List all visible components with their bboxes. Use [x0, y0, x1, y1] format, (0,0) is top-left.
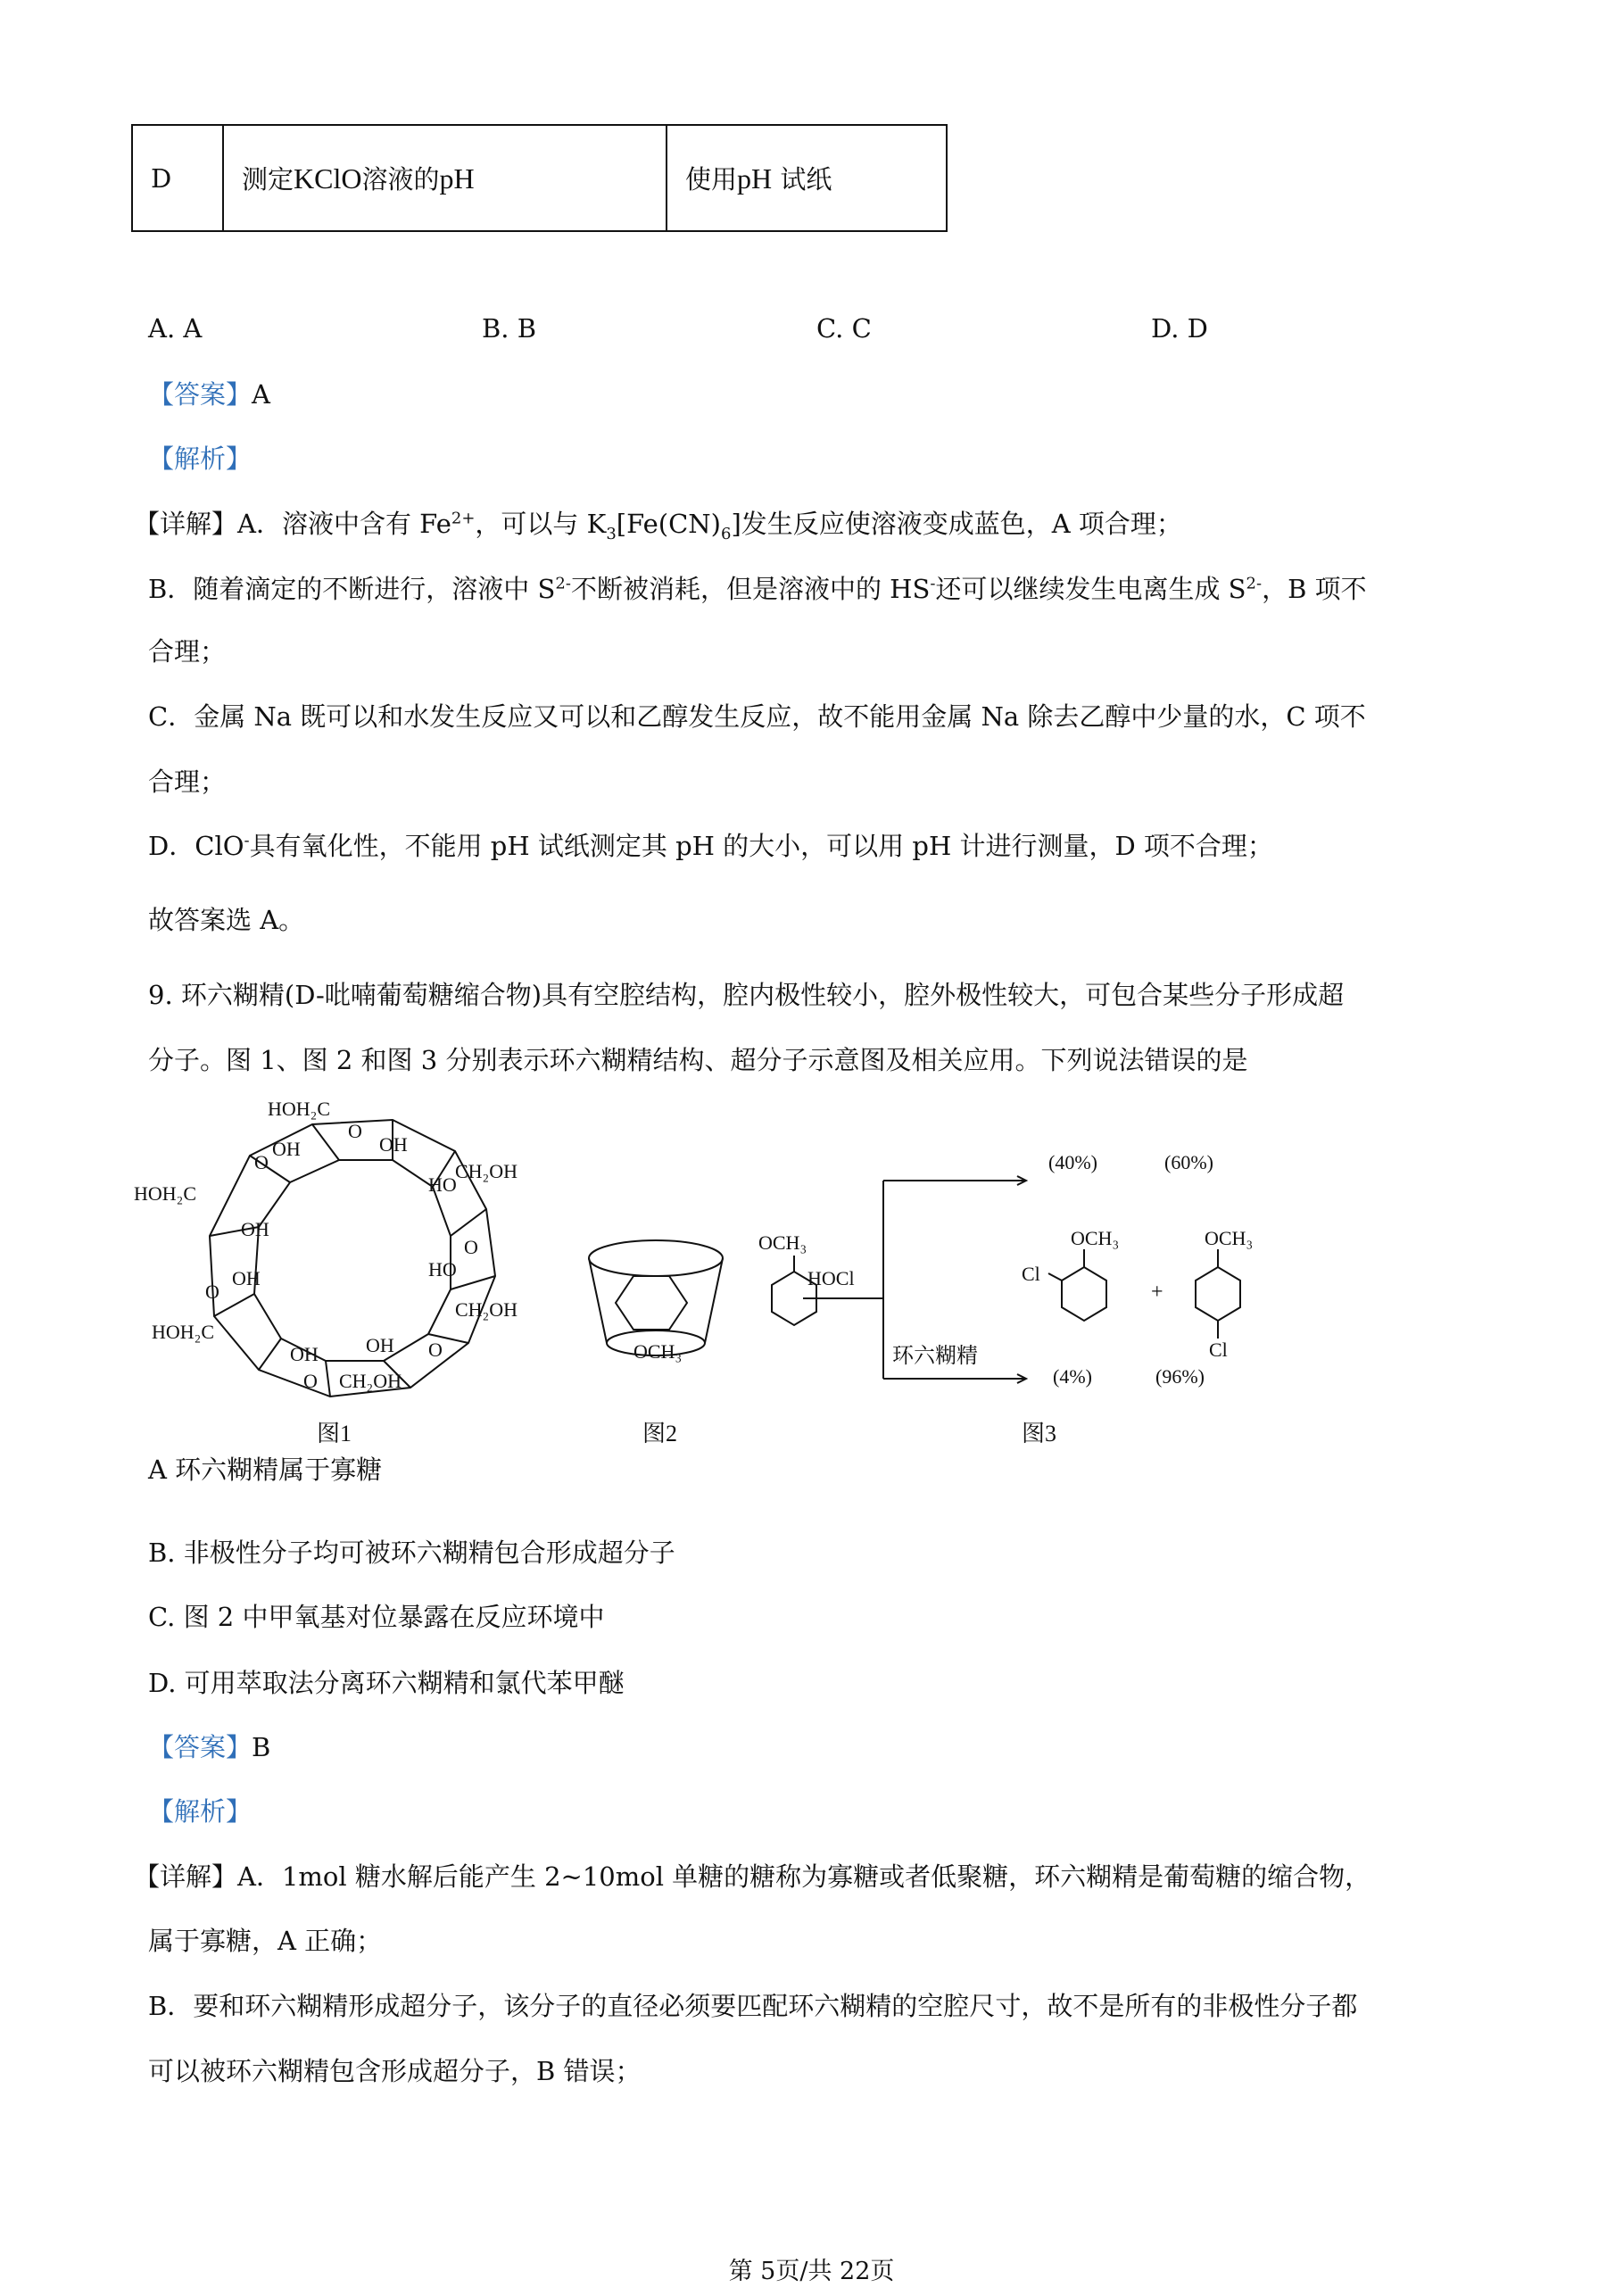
- table-row: [132, 125, 947, 231]
- svg-text:HOH₂C: HOH₂C: [134, 1182, 197, 1205]
- q9-option-c: C. 图 2 中甲氧基对位暴露在反应环境中: [148, 1602, 605, 1632]
- experiment-cell: 测定KClO溶液的pH: [223, 125, 667, 231]
- svg-text:HOH₂C: HOH₂C: [268, 1098, 331, 1120]
- svg-text:CH₂OH: CH₂OH: [339, 1370, 402, 1392]
- svg-text:(96%): (96%): [1155, 1365, 1205, 1388]
- plus-sign: +: [1151, 1281, 1163, 1304]
- q8-detail-c1: C．金属 Na 既可以和水发生反应又可以和乙醇发生反应，故不能用金属 Na 除去乙醇中少量的水，C 项不: [148, 701, 1366, 732]
- svg-text:CH₂OH: CH₂OH: [455, 1298, 518, 1321]
- svg-text:OH: OH: [290, 1343, 319, 1365]
- svg-text:(60%): (60%): [1164, 1151, 1213, 1173]
- q9-option-a: A 环六糊精属于寡糖: [148, 1455, 383, 1485]
- q8-detail-c2: 合理；: [148, 767, 227, 797]
- svg-text:O: O: [303, 1370, 318, 1392]
- svg-text:OH: OH: [272, 1138, 301, 1160]
- q9-stem-line2: 分子。图 1、图 2 和图 3 分别表示环六糊精结构、超分子示意图及相关应用。下列说法错误的是: [148, 1045, 1248, 1075]
- q9-analysis-tag: 【解析】: [148, 1796, 253, 1827]
- svg-text:OH: OH: [241, 1218, 269, 1240]
- q9-detail-line2: 属于寡糖，A 正确；: [148, 1926, 383, 1956]
- svg-text:(4%): (4%): [1053, 1365, 1092, 1388]
- q9-detail-line4: 可以被环六糊精包含形成超分子，B 错误；: [148, 2056, 642, 2086]
- q9-detail-line3: B．要和环六糊精形成超分子，该分子的直径必须要匹配环六糊精的空腔尺寸，故不是所有的非极性分子都: [148, 1991, 1358, 2021]
- svg-text:HO: HO: [428, 1258, 457, 1281]
- q9-answer: 【答案】B: [148, 1732, 271, 1762]
- reagent-label: HOCl: [807, 1267, 855, 1289]
- q9-option-b: B. 非极性分子均可被环六糊精包合形成超分子: [148, 1538, 675, 1568]
- svg-text:OH: OH: [366, 1334, 394, 1356]
- svg-text:Cl: Cl: [1022, 1263, 1040, 1285]
- q9-stem-line1: 9. 环六糊精(D-吡喃葡萄糖缩合物)具有空腔结构，腔内极性较小，腔外极性较大，可包合某些分子形成超: [148, 980, 1345, 1010]
- q8-analysis-tag: 【解析】: [148, 443, 253, 474]
- row-label: D: [132, 125, 223, 231]
- fig3-caption: 图3: [1022, 1421, 1057, 1446]
- q8-conclusion: 故答案选 A。: [148, 905, 305, 935]
- svg-text:OH: OH: [379, 1133, 408, 1156]
- choice-a: A. A: [148, 313, 203, 344]
- ortho-chloroanisole: [1048, 1249, 1106, 1321]
- q9-option-d: D. 可用萃取法分离环六糊精和氯代苯甲醚: [148, 1668, 625, 1698]
- fig1-caption: 图1: [317, 1421, 352, 1446]
- svg-text:HO: HO: [428, 1173, 457, 1196]
- q8-detail-b1: B．随着滴定的不断进行，溶液中 $S^{2-}$不断被消耗，但是溶液中的 HS-还可以继续发生电离生成 $S^{2-}$，B 项不: [148, 574, 1367, 604]
- svg-text:OCH₃: OCH₃: [1071, 1227, 1120, 1249]
- svg-text:(40%): (40%): [1048, 1151, 1097, 1173]
- svg-text:OCH₃: OCH₃: [758, 1231, 807, 1254]
- svg-text:OH: OH: [232, 1267, 261, 1289]
- chemistry-figure: [134, 1084, 1294, 1459]
- q9-detail-line1: 【详解】A．1mol 糖水解后能产生 2~10mol 单糖的糖称为寡糖或者低聚糖，环六糊精是葡萄糖的缩合物，: [134, 1861, 1371, 1892]
- svg-text:CH₂OH: CH₂OH: [455, 1160, 518, 1182]
- svg-text:O: O: [464, 1236, 478, 1258]
- q8-detail-b2: 合理；: [148, 636, 227, 667]
- method-cell: 使用pH 试纸: [667, 125, 947, 231]
- q8-answer: 【答案】A: [148, 379, 270, 410]
- svg-text:O: O: [348, 1120, 362, 1142]
- anisole-structure: [772, 1256, 816, 1325]
- svg-text:O: O: [254, 1151, 269, 1173]
- q8-detail-a: 【详解】A．溶液中含有 $Fe^{2+}$，可以与 $K_3[Fe(CN)_6]$发生反应使溶液变成蓝色，A 项合理；: [134, 509, 1182, 543]
- q8-detail-d: D．ClO-具有氧化性，不能用 pH 试纸测定其 pH 的大小，可以用 pH 计进行测量，D 项不合理；: [148, 831, 1273, 861]
- svg-text:OCH₃: OCH₃: [1205, 1227, 1254, 1249]
- fig2-caption: 图2: [642, 1421, 678, 1446]
- cyclodextrin-cone-icon: [589, 1240, 723, 1355]
- svg-text:O: O: [205, 1281, 219, 1303]
- fig2-och3: OCH₃: [633, 1340, 683, 1363]
- para-chloroanisole: [1196, 1249, 1240, 1339]
- svg-text:HOH₂C: HOH₂C: [152, 1321, 215, 1343]
- svg-text:O: O: [428, 1339, 443, 1361]
- catalyst-label: 环六糊精: [892, 1345, 978, 1368]
- choice-b: B. B: [482, 313, 537, 344]
- option-table: [131, 124, 948, 232]
- choice-d: D. D: [1151, 313, 1208, 344]
- svg-text:Cl: Cl: [1209, 1339, 1228, 1361]
- choice-c: C. C: [816, 313, 872, 344]
- page-footer: 第 5页/共 22页: [728, 2258, 895, 2285]
